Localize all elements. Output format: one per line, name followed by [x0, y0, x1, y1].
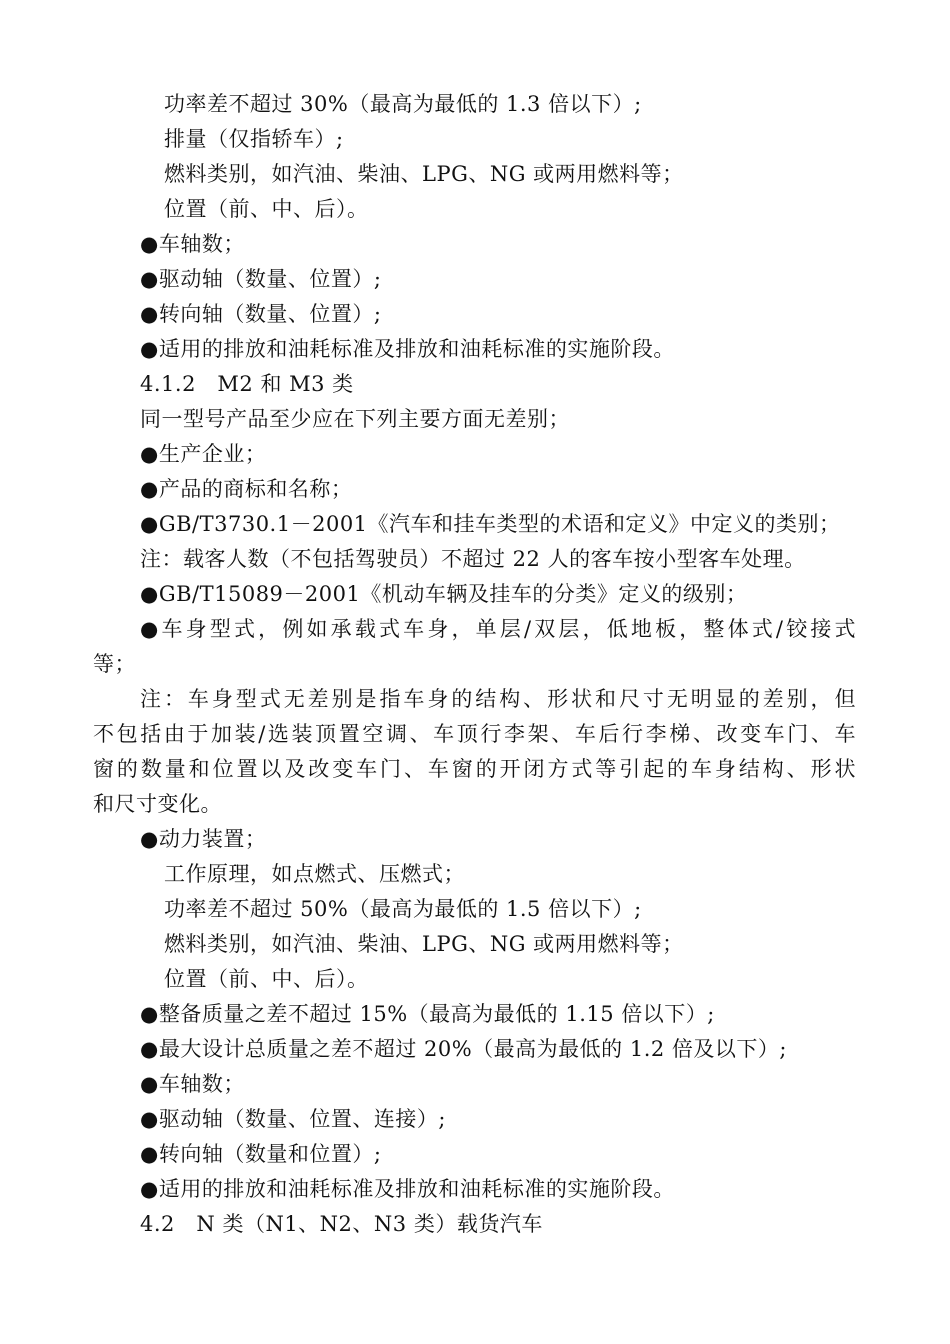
bullet-item: ●最大设计总质量之差不超过 20%（最高为最低的 1.2 倍及以下）; — [140, 1037, 787, 1061]
bullet-item: ●车身型式，例如承载式车身，单层/双层，低地板，整体式/铰接式 — [140, 617, 856, 641]
text-line: 窗的数量和位置以及改变车门、车窗的开闭方式等引起的车身结构、形状 — [93, 757, 856, 781]
text-line: 工作原理，如点燃式、压燃式； — [164, 862, 465, 886]
text-line: 功率差不超过 50%（最高为最低的 1.5 倍以下）; — [164, 897, 642, 921]
bullet-item: ●GB/T15089－2001《机动车辆及挂车的分类》定义的级别； — [140, 582, 748, 606]
text-line: 和尺寸变化。 — [93, 792, 222, 816]
text-line: 等； — [93, 652, 136, 676]
text-line: 功率差不超过 30%（最高为最低的 1.3 倍以下）; — [164, 92, 642, 116]
text-line: 排量（仅指轿车）; — [164, 127, 344, 151]
note-line: 注：车身型式无差别是指车身的结构、形状和尺寸无明显的差别，但 — [140, 687, 856, 711]
text-line: 同一型号产品至少应在下列主要方面无差别； — [140, 407, 570, 431]
bullet-item: ●车轴数； — [140, 1072, 245, 1096]
bullet-item: ●生产企业； — [140, 442, 267, 466]
bullet-item: ●转向轴（数量和位置）; — [140, 1142, 382, 1166]
text-line: 燃料类别，如汽油、柴油、LPG、NG 或两用燃料等； — [164, 932, 684, 956]
bullet-item: ●GB/T3730.1－2001《汽车和挂车类型的术语和定义》中定义的类别； — [140, 512, 841, 536]
section-heading: 4.1.2 M2 和 M3 类 — [140, 372, 354, 396]
bullet-item: ●动力装置； — [140, 827, 267, 851]
bullet-item: ●驱动轴（数量、位置）; — [140, 267, 382, 291]
bullet-item: ●适用的排放和油耗标准及排放和油耗标准的实施阶段。 — [140, 1177, 675, 1201]
text-line: 燃料类别，如汽油、柴油、LPG、NG 或两用燃料等； — [164, 162, 684, 186]
section-heading: 4.2 N 类（N1、N2、N3 类）载货汽车 — [140, 1212, 543, 1236]
note-line: 注：载客人数（不包括驾驶员）不超过 22 人的客车按小型客车处理。 — [140, 547, 806, 571]
bullet-item: ●转向轴（数量、位置）; — [140, 302, 382, 326]
text-line: 位置（前、中、后）。 — [164, 967, 369, 991]
bullet-item: ●整备质量之差不超过 15%（最高为最低的 1.15 倍以下）; — [140, 1002, 715, 1026]
text-line: 不包括由于加装/选装顶置空调、车顶行李架、车后行李梯、改变车门、车 — [93, 722, 856, 746]
bullet-item: ●车轴数； — [140, 232, 245, 256]
bullet-item: ●产品的商标和名称； — [140, 477, 353, 501]
bullet-item: ●驱动轴（数量、位置、连接）; — [140, 1107, 446, 1131]
text-line: 位置（前、中、后）。 — [164, 197, 369, 221]
bullet-item: ●适用的排放和油耗标准及排放和油耗标准的实施阶段。 — [140, 337, 675, 361]
